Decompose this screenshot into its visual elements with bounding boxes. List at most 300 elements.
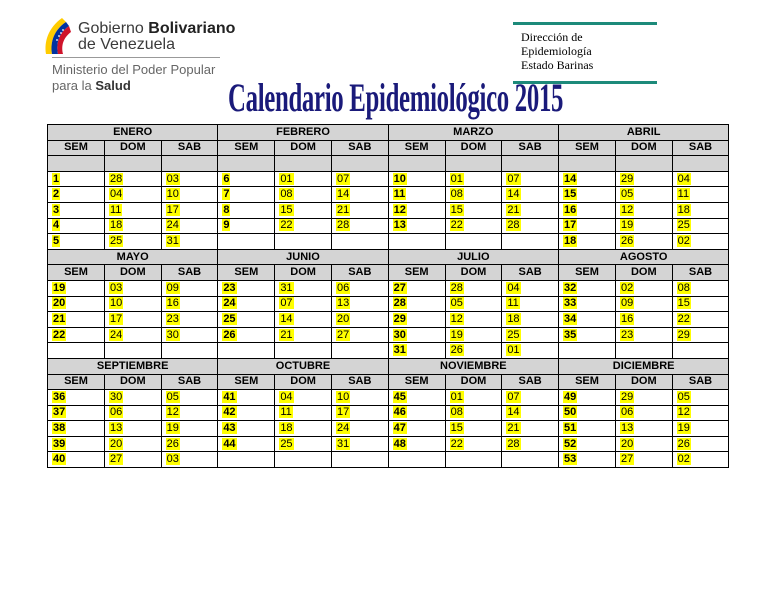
saturday-cell (672, 390, 729, 406)
saturday-cell (161, 280, 218, 296)
week-cell (48, 421, 105, 437)
date-value: 04 (110, 188, 123, 201)
week-number: 8 (223, 203, 230, 216)
spacer-cell (502, 156, 559, 172)
table-row (48, 436, 729, 452)
date-value: 29 (677, 328, 690, 341)
saturday-cell (331, 202, 388, 218)
sunday-cell (445, 234, 502, 250)
sunday-cell (105, 436, 162, 452)
week-number: 40 (53, 453, 66, 466)
column-header: SEM (218, 265, 275, 281)
week-cell (559, 327, 616, 343)
sunday-cell (275, 187, 332, 203)
week-cell (48, 452, 105, 468)
date-value: 27 (621, 453, 634, 466)
date-value: 20 (336, 312, 350, 325)
sunday-cell (445, 452, 502, 468)
week-number: 10 (393, 172, 406, 185)
week-cell (48, 202, 105, 218)
saturday-cell (331, 280, 388, 296)
week-number: 25 (223, 312, 236, 325)
week-number: 37 (53, 406, 66, 419)
date-value: 22 (280, 219, 293, 232)
month-name: AGOSTO (559, 249, 729, 265)
week-number: 20 (53, 297, 66, 310)
week-cell (48, 327, 105, 343)
saturday-cell (331, 421, 388, 437)
spacer-cell (218, 156, 275, 172)
month-name: ABRIL (559, 125, 729, 141)
date-value: 07 (507, 390, 520, 403)
column-header: DOM (445, 265, 502, 281)
column-header: DOM (616, 374, 673, 390)
saturday-cell (672, 405, 729, 421)
week-cell (388, 390, 445, 406)
table-row (48, 187, 729, 203)
saturday-cell (161, 405, 218, 421)
date-value: 12 (450, 312, 463, 325)
column-header: SAB (672, 265, 729, 281)
date-value: 22 (450, 437, 463, 450)
column-header: SEM (218, 140, 275, 156)
week-number: 15 (564, 188, 577, 201)
saturday-cell (502, 218, 559, 234)
week-number: 19 (53, 281, 66, 294)
spacer-cell (559, 156, 616, 172)
column-header: SAB (331, 374, 388, 390)
date-value: 08 (450, 188, 463, 201)
week-number: 7 (223, 188, 230, 201)
date-value: 25 (110, 234, 123, 247)
week-cell (388, 343, 445, 359)
sunday-cell (445, 202, 502, 218)
date-value: 22 (677, 312, 690, 325)
week-cell (388, 327, 445, 343)
government-logo (42, 14, 236, 109)
month-header-row (48, 358, 729, 374)
saturday-cell (502, 280, 559, 296)
week-number: 23 (223, 281, 236, 294)
month-name: ENERO (48, 125, 218, 141)
week-cell (388, 421, 445, 437)
week-cell (218, 234, 275, 250)
date-value: 20 (621, 437, 634, 450)
saturday-cell (502, 327, 559, 343)
sunday-cell (445, 218, 502, 234)
week-number: 24 (223, 297, 236, 310)
week-number: 6 (223, 172, 230, 185)
sunday-cell (445, 171, 502, 187)
month-name: JULIO (388, 249, 558, 265)
week-cell (48, 405, 105, 421)
column-header: SEM (559, 374, 616, 390)
date-value: 03 (110, 281, 123, 294)
month-name: FEBRERO (218, 125, 388, 141)
sunday-cell (616, 171, 673, 187)
sunday-cell (275, 218, 332, 234)
date-value: 01 (450, 390, 463, 403)
sunday-cell (616, 280, 673, 296)
date-value: 28 (110, 172, 123, 185)
page-title: Calendario Epidemiológico 2015 (228, 75, 564, 120)
sunday-cell (275, 436, 332, 452)
sunday-cell (445, 405, 502, 421)
column-header: SEM (48, 265, 105, 281)
sunday-cell (105, 390, 162, 406)
week-number: 17 (564, 219, 577, 232)
sunday-cell (105, 234, 162, 250)
sunday-cell (105, 187, 162, 203)
week-cell (218, 452, 275, 468)
date-value: 14 (336, 188, 350, 201)
week-cell (48, 312, 105, 328)
week-number: 53 (564, 453, 577, 466)
date-value: 10 (110, 297, 123, 310)
saturday-cell (161, 436, 218, 452)
column-header: DOM (275, 140, 332, 156)
date-value: 08 (677, 281, 690, 294)
date-value: 31 (280, 281, 293, 294)
date-value: 17 (110, 312, 123, 325)
date-value: 02 (621, 281, 634, 294)
date-value: 14 (507, 188, 520, 201)
date-value: 11 (110, 203, 122, 216)
saturday-cell (502, 312, 559, 328)
date-value: 11 (507, 297, 519, 310)
spacer-cell (105, 156, 162, 172)
date-value: 05 (450, 297, 463, 310)
sunday-cell (275, 312, 332, 328)
week-cell (218, 202, 275, 218)
week-cell (388, 280, 445, 296)
date-value: 21 (280, 328, 293, 341)
week-number: 9 (223, 219, 230, 232)
date-value: 21 (507, 203, 520, 216)
date-value: 11 (280, 406, 292, 419)
sunday-cell (275, 343, 332, 359)
date-value: 24 (110, 328, 123, 341)
date-value: 07 (336, 172, 350, 185)
column-header: SAB (502, 140, 559, 156)
sunday-cell (445, 296, 502, 312)
date-value: 26 (621, 234, 634, 247)
saturday-cell (672, 171, 729, 187)
date-value: 26 (166, 437, 179, 450)
date-value: 18 (110, 219, 123, 232)
date-value: 31 (336, 437, 350, 450)
saturday-cell (161, 390, 218, 406)
column-header: SEM (388, 265, 445, 281)
week-number: 27 (393, 281, 406, 294)
saturday-cell (331, 187, 388, 203)
month-name: NOVIEMBRE (388, 358, 558, 374)
sunday-cell (445, 327, 502, 343)
table-row (48, 405, 729, 421)
sunday-cell (275, 452, 332, 468)
saturday-cell (502, 234, 559, 250)
saturday-cell (672, 187, 729, 203)
week-cell (388, 296, 445, 312)
date-value: 12 (677, 406, 690, 419)
week-cell (388, 452, 445, 468)
saturday-cell (161, 187, 218, 203)
date-value: 28 (336, 219, 350, 232)
week-number: 29 (393, 312, 406, 325)
week-cell (48, 343, 105, 359)
week-cell (388, 218, 445, 234)
week-cell (218, 327, 275, 343)
week-number: 39 (53, 437, 66, 450)
date-value: 24 (166, 219, 179, 232)
week-cell (218, 343, 275, 359)
saturday-cell (161, 343, 218, 359)
date-value: 19 (621, 219, 634, 232)
column-header: DOM (105, 140, 162, 156)
column-header: SEM (388, 140, 445, 156)
week-cell (388, 312, 445, 328)
date-value: 05 (621, 188, 634, 201)
sunday-cell (616, 327, 673, 343)
venezuela-flag-icon (42, 14, 72, 56)
date-value: 14 (507, 406, 520, 419)
sunday-cell (616, 390, 673, 406)
table-row (48, 218, 729, 234)
date-value: 28 (450, 281, 463, 294)
date-value: 10 (336, 390, 350, 403)
date-value: 01 (507, 344, 520, 357)
week-number: 30 (393, 328, 406, 341)
sunday-cell (616, 421, 673, 437)
date-value: 30 (110, 390, 123, 403)
saturday-cell (331, 390, 388, 406)
week-cell (559, 405, 616, 421)
date-value: 19 (450, 328, 463, 341)
week-cell (218, 390, 275, 406)
column-header: DOM (275, 265, 332, 281)
date-value: 18 (677, 203, 690, 216)
date-value: 13 (110, 422, 123, 435)
date-value: 15 (450, 422, 463, 435)
week-cell (559, 280, 616, 296)
week-number: 26 (223, 328, 236, 341)
saturday-cell (672, 421, 729, 437)
column-header: SAB (161, 265, 218, 281)
date-value: 15 (280, 203, 293, 216)
date-value: 21 (507, 422, 520, 435)
column-header: SAB (672, 374, 729, 390)
date-value: 30 (166, 328, 179, 341)
week-number: 43 (223, 422, 236, 435)
week-cell (218, 405, 275, 421)
date-value: 05 (677, 390, 690, 403)
week-number: 14 (564, 172, 577, 185)
date-value: 22 (450, 219, 463, 232)
week-number: 3 (53, 203, 60, 216)
column-header: SAB (331, 265, 388, 281)
saturday-cell (502, 390, 559, 406)
week-number: 33 (564, 297, 577, 310)
week-cell (559, 452, 616, 468)
column-header-row (48, 265, 729, 281)
date-value: 23 (621, 328, 634, 341)
week-cell (559, 218, 616, 234)
date-value: 08 (450, 406, 463, 419)
date-value: 01 (280, 172, 293, 185)
sunday-cell (616, 234, 673, 250)
saturday-cell (502, 405, 559, 421)
saturday-cell (331, 405, 388, 421)
saturday-cell (672, 234, 729, 250)
month-header-row (48, 125, 729, 141)
saturday-cell (331, 436, 388, 452)
saturday-cell (502, 343, 559, 359)
column-header: DOM (275, 374, 332, 390)
column-header: DOM (105, 374, 162, 390)
date-value: 08 (280, 188, 293, 201)
spacer-cell (161, 156, 218, 172)
week-cell (48, 187, 105, 203)
sunday-cell (445, 343, 502, 359)
date-value: 19 (166, 422, 179, 435)
spacer-cell (388, 156, 445, 172)
week-cell (559, 234, 616, 250)
column-header: DOM (105, 265, 162, 281)
table-row (48, 343, 729, 359)
date-value: 20 (110, 437, 123, 450)
date-value: 05 (166, 390, 179, 403)
sunday-cell (275, 202, 332, 218)
date-value: 11 (677, 188, 690, 201)
date-value: 03 (166, 172, 179, 185)
date-value: 16 (166, 297, 179, 310)
date-value: 06 (621, 406, 634, 419)
sunday-cell (105, 405, 162, 421)
column-header: DOM (445, 374, 502, 390)
week-number: 21 (53, 312, 66, 325)
saturday-cell (161, 171, 218, 187)
gov-name-line1: Gobierno Bolivariano (78, 20, 236, 37)
week-cell (48, 234, 105, 250)
week-number: 45 (393, 390, 406, 403)
date-value: 04 (677, 172, 690, 185)
direction-line: Dirección de (521, 30, 583, 44)
column-header: SEM (218, 374, 275, 390)
date-value: 29 (621, 390, 634, 403)
month-name: JUNIO (218, 249, 388, 265)
direction-line: Estado Barinas (521, 58, 594, 72)
week-number: 34 (564, 312, 577, 325)
sunday-cell (275, 280, 332, 296)
week-cell (559, 312, 616, 328)
table-row (48, 280, 729, 296)
saturday-cell (161, 218, 218, 234)
sunday-cell (616, 218, 673, 234)
date-value: 25 (677, 219, 690, 232)
month-header-row (48, 249, 729, 265)
column-header: SAB (161, 374, 218, 390)
saturday-cell (672, 327, 729, 343)
sunday-cell (616, 202, 673, 218)
saturday-cell (331, 452, 388, 468)
week-number: 16 (564, 203, 577, 216)
week-number: 47 (393, 422, 406, 435)
sunday-cell (616, 452, 673, 468)
date-value: 06 (336, 281, 350, 294)
date-value: 16 (621, 312, 634, 325)
saturday-cell (161, 421, 218, 437)
week-cell (559, 390, 616, 406)
saturday-cell (161, 234, 218, 250)
week-cell (559, 187, 616, 203)
date-value: 02 (677, 234, 690, 247)
saturday-cell (161, 452, 218, 468)
sunday-cell (105, 171, 162, 187)
date-value: 02 (677, 453, 690, 466)
date-value: 12 (621, 203, 634, 216)
saturday-cell (672, 436, 729, 452)
week-cell (388, 187, 445, 203)
week-number: 42 (223, 406, 236, 419)
column-header-row (48, 374, 729, 390)
sunday-cell (105, 327, 162, 343)
date-value: 27 (110, 453, 123, 466)
date-value: 27 (336, 328, 350, 341)
date-value: 19 (677, 422, 690, 435)
sunday-cell (105, 202, 162, 218)
sunday-cell (105, 218, 162, 234)
date-value: 13 (621, 422, 634, 435)
week-cell (559, 343, 616, 359)
saturday-cell (331, 234, 388, 250)
saturday-cell (502, 296, 559, 312)
week-number: 49 (564, 390, 577, 403)
saturday-cell (672, 296, 729, 312)
direction-line: Epidemiología (521, 44, 592, 58)
week-number: 44 (223, 437, 236, 450)
date-value: 17 (166, 203, 179, 216)
date-value: 06 (110, 406, 123, 419)
saturday-cell (161, 296, 218, 312)
date-value: 25 (507, 328, 520, 341)
sunday-cell (445, 436, 502, 452)
saturday-cell (672, 452, 729, 468)
week-cell (218, 312, 275, 328)
week-cell (559, 296, 616, 312)
saturday-cell (331, 296, 388, 312)
date-value: 15 (677, 297, 690, 310)
saturday-cell (331, 327, 388, 343)
date-value: 21 (336, 203, 350, 216)
sunday-cell (275, 171, 332, 187)
week-number: 32 (564, 281, 577, 294)
week-cell (218, 436, 275, 452)
week-cell (559, 436, 616, 452)
date-value: 18 (280, 422, 293, 435)
column-header: SAB (502, 374, 559, 390)
week-cell (388, 405, 445, 421)
spacer-cell (616, 156, 673, 172)
week-number: 50 (564, 406, 577, 419)
sunday-cell (105, 452, 162, 468)
date-value: 12 (166, 406, 179, 419)
week-number: 31 (393, 344, 406, 357)
sunday-cell (616, 296, 673, 312)
week-number: 2 (53, 188, 60, 201)
saturday-cell (502, 171, 559, 187)
column-header: SEM (559, 265, 616, 281)
date-value: 01 (450, 172, 463, 185)
